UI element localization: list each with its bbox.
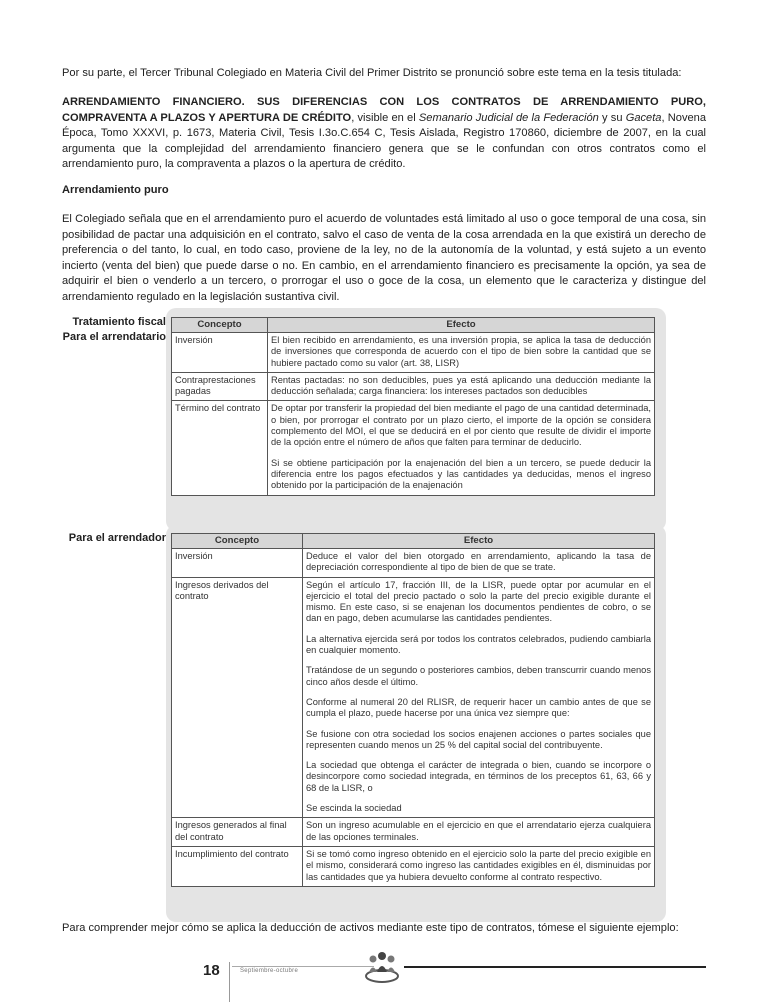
- table2-header-row: [172, 534, 655, 549]
- tax-table-arrendador: [171, 533, 655, 887]
- efecto-cell: [303, 577, 655, 818]
- efecto-cell: [268, 372, 655, 401]
- table2-label: Para el arrendador: [68, 532, 166, 544]
- concepto-cell: Término del contrato: [172, 401, 268, 495]
- efecto-paragraph: La sociedad que obtenga el carácter de integrada o bien, cuando se incorpore o desincorpore como sociedad integrada, en términos de los preceptos 61, 63, 66 y 68 de la LISR, o: [306, 760, 651, 793]
- table-row: [172, 401, 655, 495]
- thesis-paragraph: [62, 95, 706, 173]
- tax-table-arrendatario: [171, 317, 655, 496]
- thesis-gaceta: Gaceta: [625, 111, 662, 124]
- efecto-paragraph: Se fusione con otra sociedad los socios enajenen acciones o partes sociales que representen cuando menos un 25 % del capital social del contribuyente.: [306, 728, 651, 750]
- section-subtitle: Arrendamiento puro: [62, 184, 169, 196]
- thesis-text-1: , visible en el: [351, 111, 419, 124]
- thesis-semanario: Semanario Judicial de la Federación: [418, 111, 599, 124]
- concepto-cell: Inversión: [172, 549, 303, 578]
- thesis-text-3: , Novena Época, Tomo XXXVI, p. 1673, Materia Civil, Tesis I.3o.C.654 C, Tesis Aislada, Registro 170860, diciembre de 2007, en la cual argumenta que la complejidad del arrendamiento financiero genera que se le confundan con otros contratos como el arrendamiento puro, la compraventa a plazos o la apertura de crédito.: [62, 111, 707, 171]
- thesis-title: ARRENDAMIENTO FINANCIERO. SUS DIFERENCIAS CON LOS CONTRATOS DE ARRENDAMIENTO PURO, COMPRAVENTA A PLAZOS Y APERTURA DE CRÉDITO: [62, 96, 706, 124]
- concepto-cell: Inversión: [172, 333, 268, 373]
- efecto-paragraph: Rentas pactadas: no son deducibles, pues ya está aplicando una deducción mediante la deducción señalada; carga financiera: los intereses pactados son deducibles: [271, 374, 651, 397]
- intro-paragraph: Por su parte, el Tercer Tribunal Colegiado en Materia Civil del Primer Distrito se pronunció sobre este tema en la tesis titulada:: [62, 67, 682, 79]
- footer-divider: [229, 962, 230, 1002]
- efecto-cell: [303, 846, 655, 886]
- efecto-paragraph: Deduce el valor del bien otorgado en arrendamiento, aplicando la tasa de depreciación correspondiente al tipo de bien de que se trate.: [306, 551, 651, 573]
- people-group-icon: [364, 950, 400, 984]
- efecto-paragraph: Tratándose de un segundo o posteriores cambios, deben transcurrir cuando menos cinco años desde el último.: [306, 665, 651, 687]
- table1-label-line2: Para el arrendatario: [62, 331, 166, 343]
- efecto-paragraph: Son un ingreso acumulable en el ejercicio en que el arrendatario ejerza cualquiera de las opciones terminales.: [306, 820, 651, 842]
- concepto-cell: Ingresos generados al final del contrato: [172, 818, 303, 847]
- concepto-cell: Incumplimiento del contrato: [172, 846, 303, 886]
- table1-label: [40, 315, 166, 345]
- table1-col-efecto: Efecto: [268, 318, 655, 333]
- issue-label: Septiembre-octubre: [240, 968, 299, 974]
- table-row: [172, 818, 655, 847]
- table2-col-efecto: Efecto: [303, 534, 655, 549]
- table-row: [172, 372, 655, 401]
- concepto-cell: Ingresos derivados del contrato: [172, 577, 303, 818]
- thesis-text-2: y su: [598, 111, 626, 124]
- table1-header-row: [172, 318, 655, 333]
- efecto-cell: [303, 549, 655, 578]
- efecto-paragraph: La alternativa ejercida será por todos los contratos celebrados, pudiendo cambiarla en cualquier momento.: [306, 633, 651, 656]
- page-number: 18: [203, 962, 220, 979]
- table-row: [172, 846, 655, 886]
- table-row: [172, 333, 655, 373]
- table1-label-line1: Tratamiento fiscal: [72, 316, 166, 328]
- efecto-paragraph: Conforme al numeral 20 del RLISR, de requerir hacer un cambio antes de que se cumpla el plazo, puede hacerse por una única vez siempre que:: [306, 696, 651, 719]
- efecto-cell: [268, 333, 655, 373]
- efecto-paragraph: El bien recibido en arrendamiento, es una inversión propia, se aplica la tasa de deducción de inversiones que corresponda de acuerdo con el tipo de bien sobre la cantidad que se hubiere pactado como su valor (art. 38, LISR): [271, 335, 651, 368]
- efecto-paragraph: Si se tomó como ingreso obtenido en el ejercicio solo la parte del precio exigible en el mismo, considerará como ingreso las cantidades exigibles en él, disminuidas por las cantidades que ya hubiera devuelto conforme al contrato respectivo.: [306, 848, 651, 882]
- table1-col-concepto: Concepto: [172, 318, 268, 333]
- table-row: [172, 549, 655, 578]
- efecto-cell: [303, 818, 655, 847]
- footer-rule: [404, 966, 706, 968]
- efecto-paragraph: De optar por transferir la propiedad del bien mediante el pago de una cantidad determinada, o bien, por prorrogar el contrato por un plazo cierto, el importe de la opción se considera complemento del MOI, el que se deducirá en el por ciento que resulte de dividir el importe de la opción entre el número de años que falten para terminar de deducirlo.: [271, 403, 651, 448]
- closing-paragraph: Para comprender mejor cómo se aplica la deducción de activos mediante este tipo de contratos, tómese el siguiente ejemplo:: [62, 922, 679, 934]
- footer-thin-rule: [232, 966, 374, 967]
- table-row: [172, 577, 655, 818]
- efecto-paragraph: Según el artículo 17, fracción III, de la LISR, puede optar por acumular en el ejercicio el total del precio pactado o solo la parte del precio exigible durante el mismo. En este caso, si se enajenan los documentos pendientes de cobro, o se dan en pago, deben acumularse las cantidades pendientes.: [306, 579, 651, 624]
- efecto-paragraph: Si se obtiene participación por la enajenación del bien a un tercero, se puede deducir la diferencia entre los pagos efectuados y las cantidades ya deducidas, menos el ingreso obtenido por la participación de la enajenación: [271, 457, 651, 491]
- efecto-paragraph: Se escinda la sociedad: [306, 803, 402, 814]
- concepto-cell: Contraprestaciones pagadas: [172, 372, 268, 401]
- table2-col-concepto: Concepto: [172, 534, 303, 549]
- body-paragraph: El Colegiado señala que en el arrendamiento puro el acuerdo de voluntades está limitado al uso o goce temporal de una cosa, sin posibilidad de pactar una adquisición en el contrato, salvo el caso de venta de la cosa arrendada en la que existirá un derecho de preferencia o del tanto, lo cual, en todo caso, proviene de la ley, no de la autonomía de la voluntad, y está sujeto a un evento incierto (venta del bien) que puede darse o no. En cambio, en el arrendamiento financiero es precisamente la opción, ya sea de adquirir el bien o venderlo a un tercero, o prorrogar el uso o goce de la cosa, un elemento que le caracteriza y distingue del arrendamiento regulado en la legislación sustantiva civil.: [62, 213, 706, 303]
- efecto-cell: [268, 401, 655, 495]
